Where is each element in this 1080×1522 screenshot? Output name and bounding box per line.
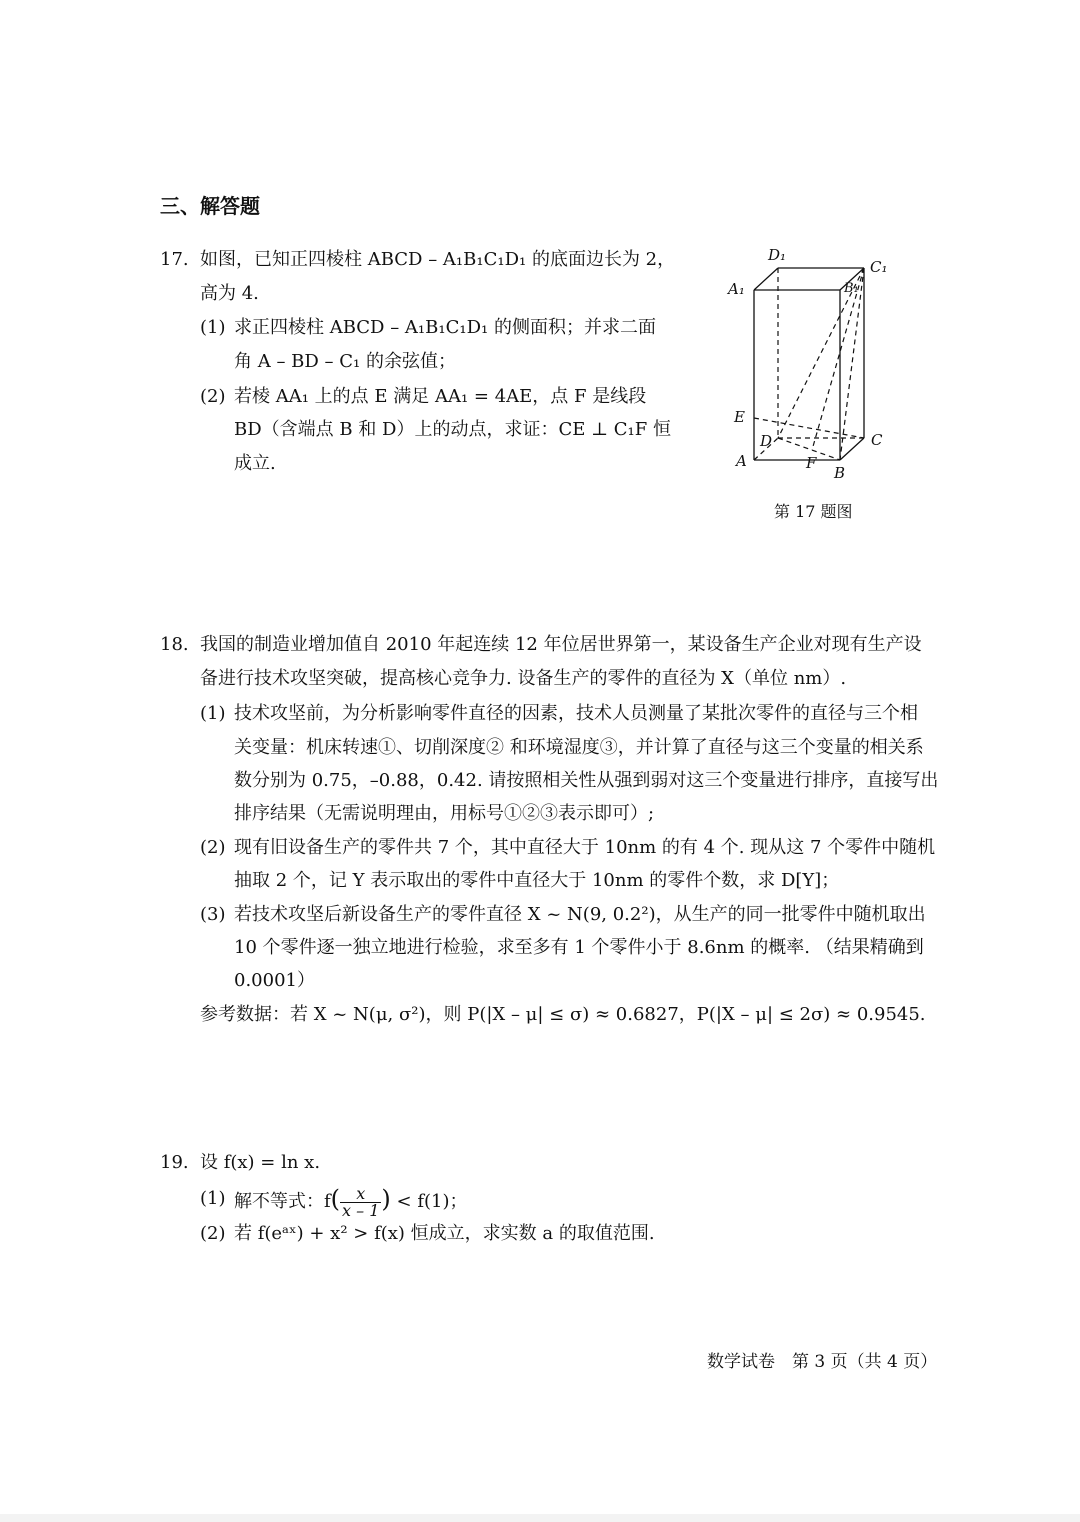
bottom-edge xyxy=(0,1514,1080,1522)
q17-part1-number: (1) xyxy=(200,317,226,338)
q17-part1-line2: 角 A – BD – C₁ 的余弦值； xyxy=(234,351,456,372)
q18-part2-number: (2) xyxy=(200,837,226,858)
q17-part1-line1: 求正四棱柱 ABCD – A₁B₁C₁D₁ 的侧面积；并求二面 xyxy=(234,317,656,338)
q18-part1-line3: 数分别为 0.75，–0.88，0.42. 请按照相关性从强到弱对这三个变量进行排序，直接写出 xyxy=(234,770,939,791)
q18-part3-number: (3) xyxy=(200,904,226,925)
q19-part2-line1: 若 f(eᵃˣ) + x² > f(x) 恒成立，求实数 a 的取值范围. xyxy=(234,1223,655,1244)
q19-part1-expression: 解不等式：f( $\frac{x}{x - 1}$ ) < f(1)； xyxy=(234,1183,468,1220)
label-A: A xyxy=(736,452,747,470)
q18-part3-line3: 0.0001） xyxy=(234,970,315,991)
q17-part2-number: (2) xyxy=(200,386,226,407)
q17-line1: 如图，已知正四棱柱 ABCD – A₁B₁C₁D₁ 的底面边长为 2， xyxy=(200,249,676,270)
figure-caption: 第 17 题图 xyxy=(774,502,853,521)
label-D: D xyxy=(760,432,773,450)
q18-part3-line2: 10 个零件逐一独立地进行检验，求至多有 1 个零件小于 8.6nm 的概率. （结果精确到 xyxy=(234,937,924,958)
page-footer: 数学试卷 第 3 页（共 4 页） xyxy=(707,1352,938,1372)
q18-part2-line1: 现有旧设备生产的零件共 7 个，其中直径大于 10nm 的有 4 个. 现从这 7 个零件中随机 xyxy=(234,837,936,858)
q19-part2-number: (2) xyxy=(200,1223,226,1244)
q18-line1: 我国的制造业增加值自 2010 年起连续 12 年位居世界第一，某设备生产企业对现有生产设 xyxy=(200,634,922,655)
label-B1: B₁ xyxy=(844,281,859,296)
q19-fraction xyxy=(340,1183,381,1220)
q18-part1-line1: 技术攻坚前，为分析影响零件直径的因素，技术人员测量了某批次零件的直径与三个相 xyxy=(234,703,918,724)
q17-part2-line1: 若棱 AA₁ 上的点 E 满足 AA₁ = 4AE，点 F 是线段 xyxy=(234,386,647,407)
label-E: E xyxy=(734,408,745,426)
q18-part1-line4: 排序结果（无需说明理由，用标号①②③表示即可）; xyxy=(234,803,655,824)
q18-part3-line1: 若技术攻坚后新设备生产的零件直径 X ~ N(9, 0.2²)，从生产的同一批零件中随机取出 xyxy=(234,904,926,925)
label-F: F xyxy=(806,454,817,472)
q19-part1-number: (1) xyxy=(200,1188,226,1209)
q19-line1: 设 f(x) = ln x. xyxy=(200,1152,321,1173)
q19-number: 19. xyxy=(160,1152,189,1173)
q18-number: 18. xyxy=(160,634,189,655)
q18-part1-number: (1) xyxy=(200,703,226,724)
label-B: B xyxy=(834,464,846,482)
prism-figure xyxy=(720,238,900,486)
q18-part1-line2: 关变量：机床转速①、切削深度② 和环境湿度③，并计算了直径与这三个变量的相关系 xyxy=(234,737,924,758)
q18-line2: 备进行技术攻坚突破，提高核心竞争力. 设备生产的零件的直径为 X（单位 nm）. xyxy=(200,668,847,689)
q17-part2-line2: BD（含端点 B 和 D）上的动点，求证：CE ⊥ C₁F 恒 xyxy=(234,419,671,440)
fraction-numerator: x xyxy=(340,1186,381,1203)
label-D1: D₁ xyxy=(768,246,787,264)
label-A1: A₁ xyxy=(728,280,745,298)
q19-part1-prefix: 解不等式：f xyxy=(234,1191,331,1212)
label-C1: C₁ xyxy=(870,258,888,276)
q17-number: 17. xyxy=(160,249,189,270)
q18-part2-line2: 抽取 2 个，记 Y 表示取出的零件中直径大于 10nm 的零件个数，求 D[Y]； xyxy=(234,870,840,891)
section-title: 三、解答题 xyxy=(160,194,260,218)
q17-part2-line3: 成立. xyxy=(234,453,276,474)
q18-reference: 参考数据：若 X ~ N(μ, σ²)，则 P(|X – μ| ≤ σ) ≈ 0.6827，P(|X – μ| ≤ 2σ) ≈ 0.9545. xyxy=(200,1004,926,1025)
q17-line2: 高为 4. xyxy=(200,283,259,304)
fraction-denominator: x – 1 xyxy=(342,1200,380,1220)
label-C: C xyxy=(871,431,883,449)
q19-part1-suffix: < f(1)； xyxy=(396,1191,468,1212)
